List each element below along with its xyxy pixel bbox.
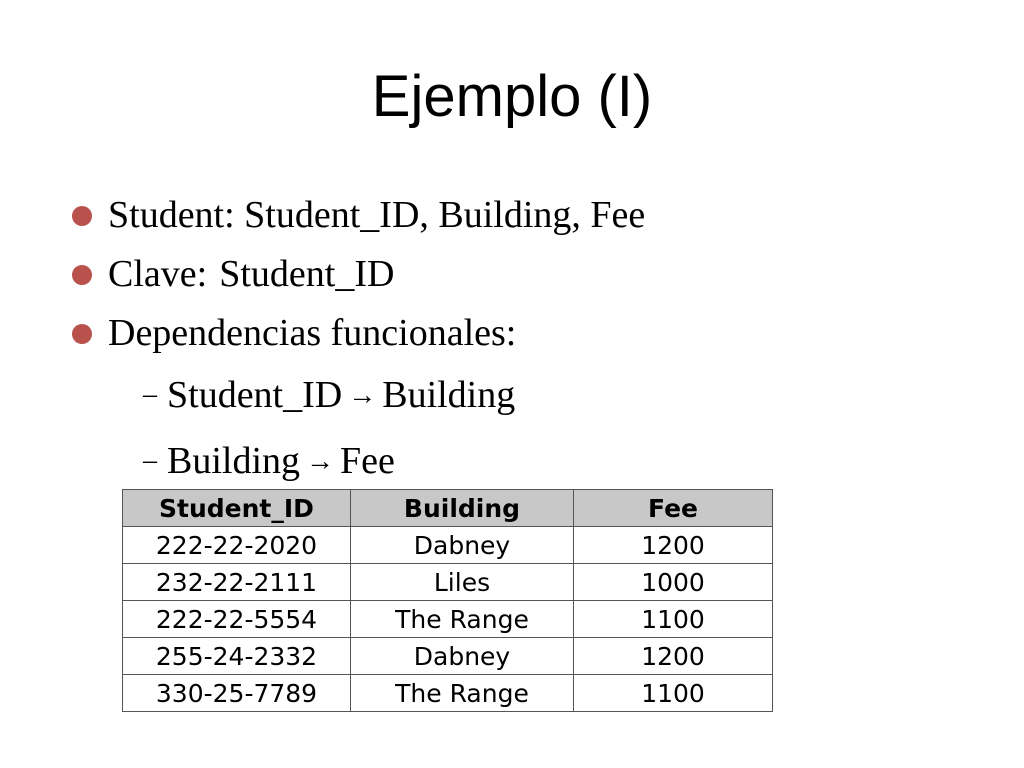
table-row [123, 675, 773, 712]
bullet-functional-dependencies [72, 306, 645, 365]
slide-title: Ejemplo (I) [371, 64, 653, 129]
column-header-building: Building [351, 490, 574, 527]
table-cell-fee: 1200 [574, 527, 773, 564]
table-cell-fee: 1100 [574, 601, 773, 638]
bullet-key-value: Student_ID [219, 253, 395, 295]
table-cell-student-id: 330-25-7789 [123, 675, 351, 712]
table-cell-building: Liles [351, 564, 574, 601]
dependency-list [143, 366, 515, 498]
bullet-list [72, 188, 645, 365]
table-cell-student-id: 232-22-2111 [123, 564, 351, 601]
bullet-key [72, 247, 645, 306]
table-cell-fee: 1000 [574, 564, 773, 601]
table-cell-student-id: 222-22-5554 [123, 601, 351, 638]
table-header-row [123, 490, 773, 527]
column-header-student-id: Student_ID [123, 490, 351, 527]
bullet-dot-icon [72, 324, 92, 344]
dash-marker: – [143, 379, 157, 410]
table-cell-building: Dabney [351, 527, 574, 564]
table-cell-fee: 1100 [574, 675, 773, 712]
table-row [123, 601, 773, 638]
table-cell-building: Dabney [351, 638, 574, 675]
right-arrow-icon: → [306, 446, 335, 477]
bullet-text: Dependencias funcionales: [108, 312, 517, 354]
dependency-item [143, 366, 515, 432]
dependency-from: Student_ID [167, 374, 343, 416]
table-row [123, 527, 773, 564]
bullet-key-label: Clave: [108, 253, 208, 295]
table-cell-fee: 1200 [574, 638, 773, 675]
table-row [123, 638, 773, 675]
table-row [123, 564, 773, 601]
bullet-dot-icon [72, 206, 92, 226]
dash-marker: – [143, 445, 157, 476]
right-arrow-icon: → [348, 380, 377, 411]
table-cell-student-id: 222-22-2020 [123, 527, 351, 564]
table-cell-building: The Range [351, 675, 574, 712]
table-cell-student-id: 255-24-2332 [123, 638, 351, 675]
student-table [122, 489, 773, 712]
column-header-fee: Fee [574, 490, 773, 527]
dependency-from: Building [167, 440, 301, 482]
dependency-to: Building [382, 374, 516, 416]
bullet-text: Student: Student_ID, Building, Fee [108, 194, 646, 236]
bullet-dot-icon [72, 265, 92, 285]
table-cell-building: The Range [351, 601, 574, 638]
bullet-student-schema [72, 188, 645, 247]
dependency-to: Fee [340, 440, 395, 482]
